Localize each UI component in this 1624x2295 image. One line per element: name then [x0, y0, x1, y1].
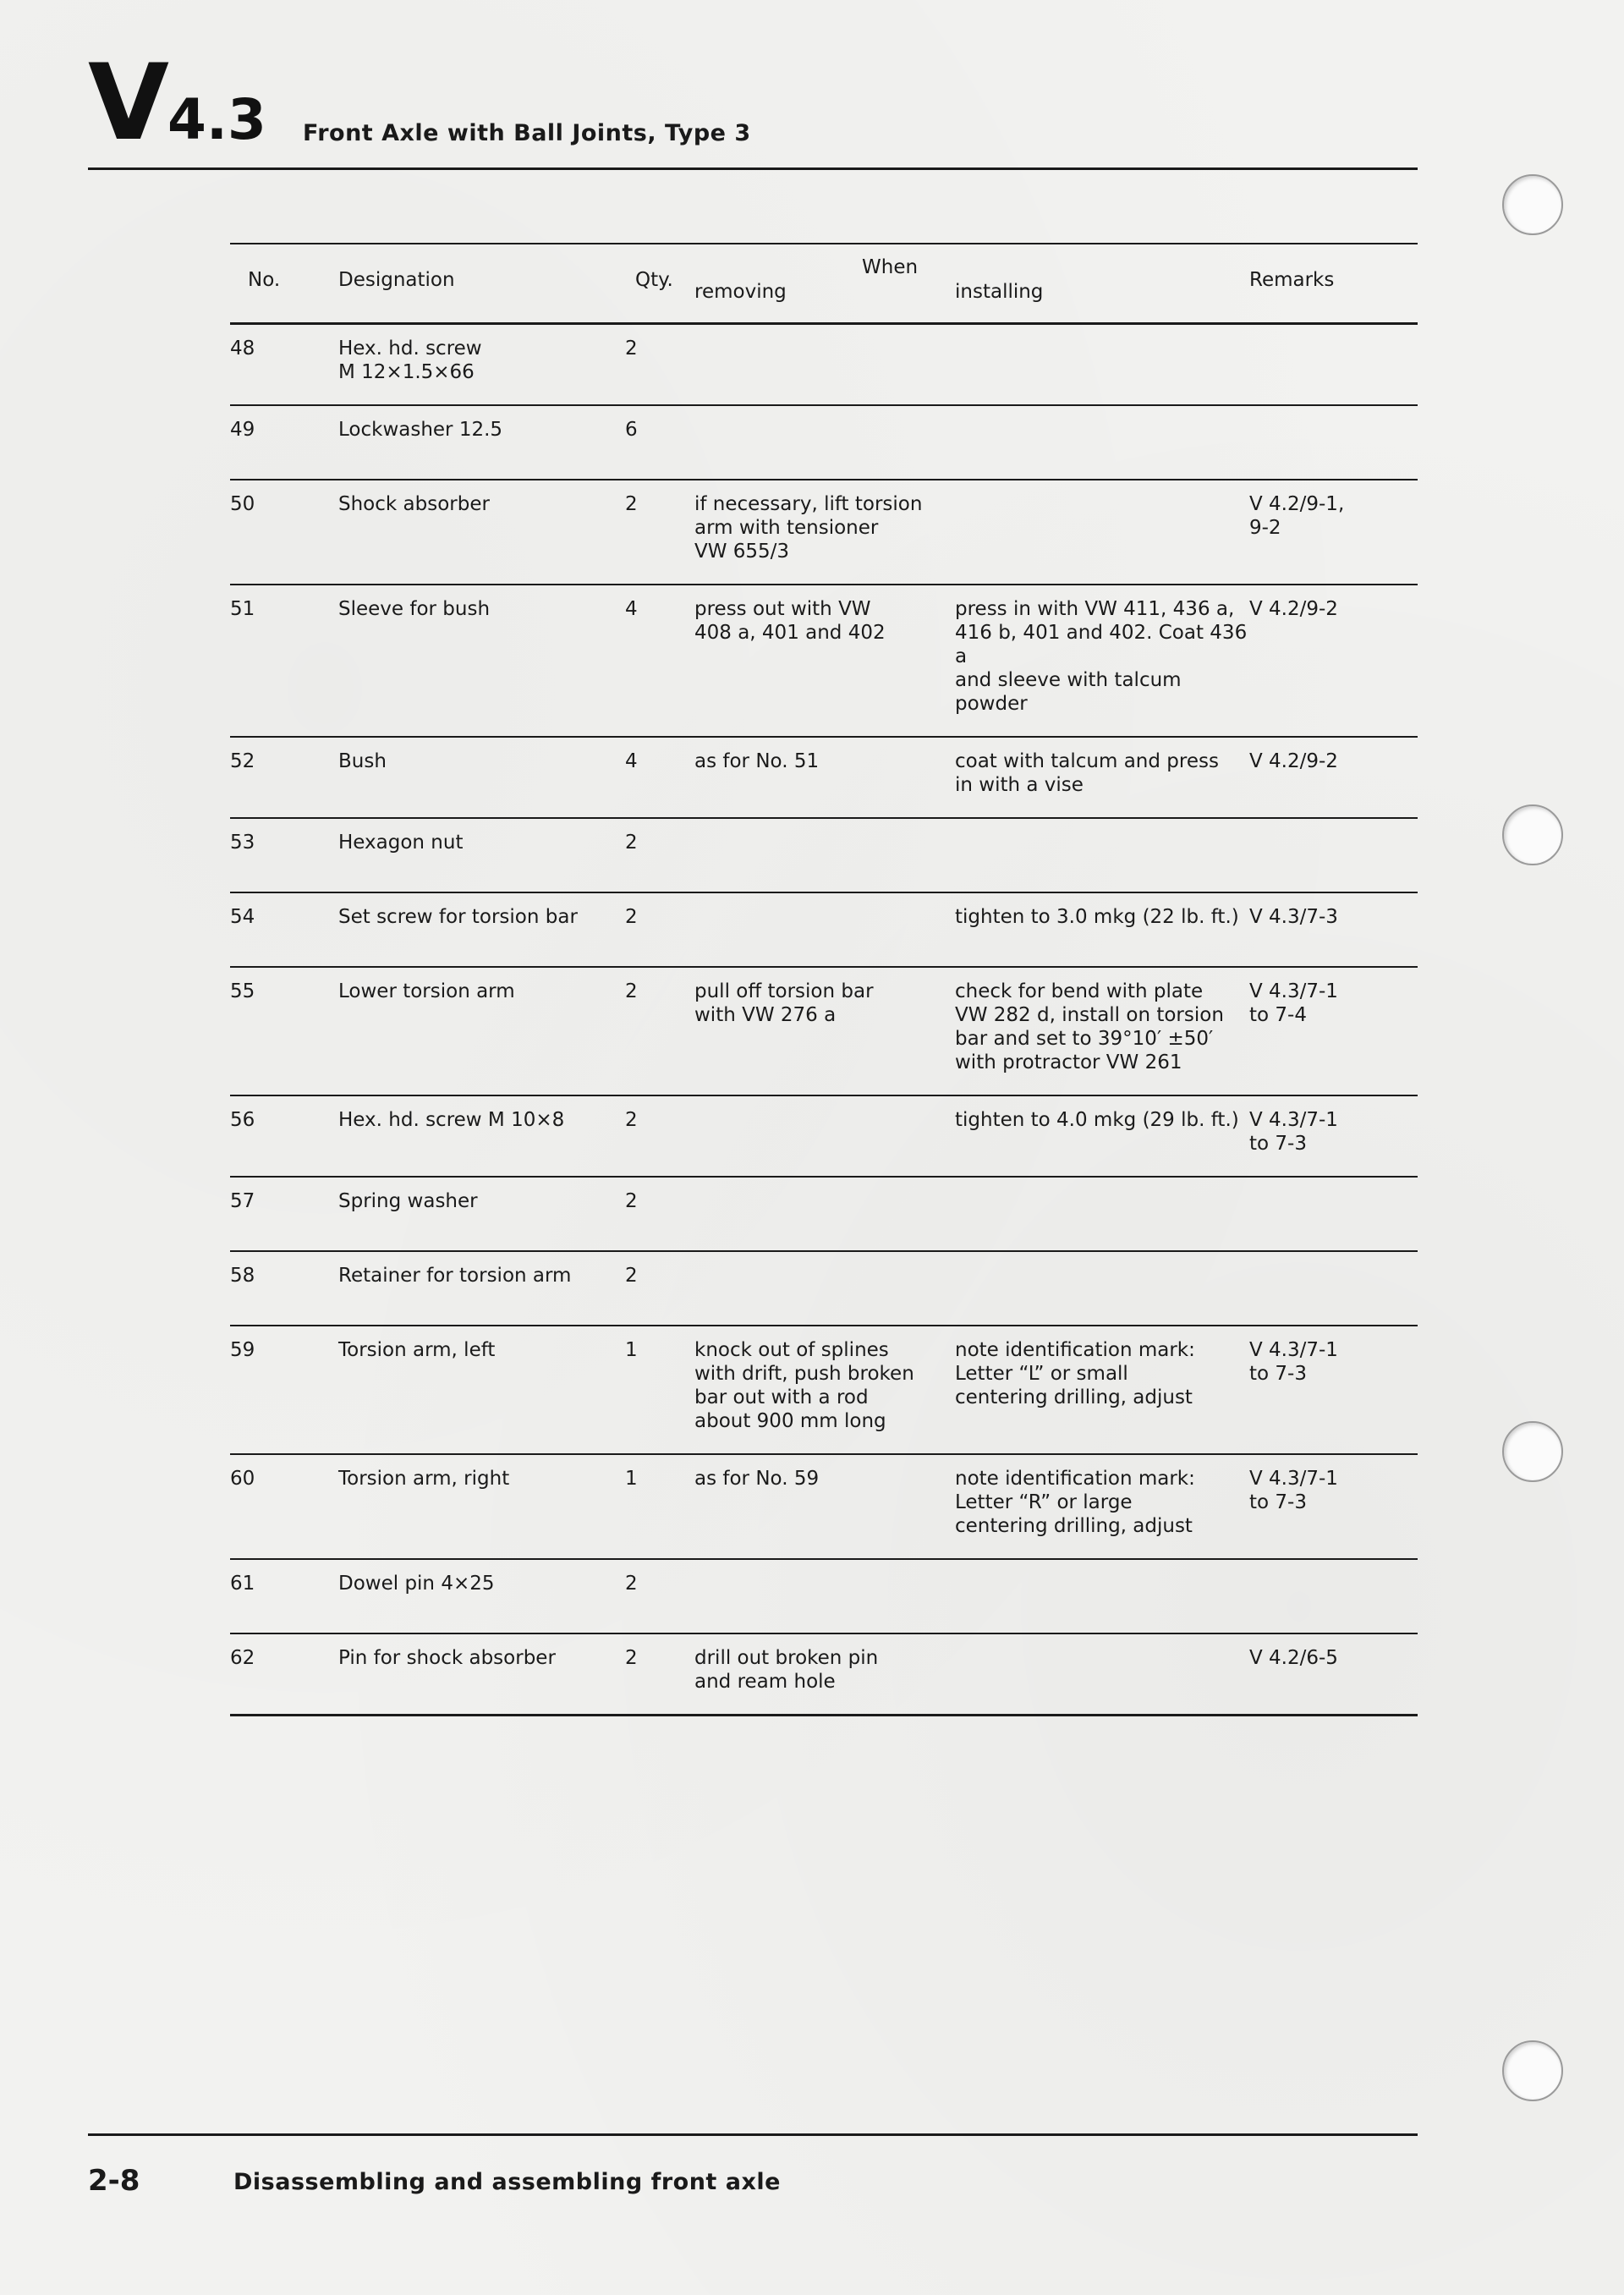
cell-installing: note identification mark: Letter “R” or large centering drilling, adjust: [955, 1468, 1195, 1537]
section-code: [88, 42, 266, 164]
parts-table: [230, 243, 1418, 1716]
cell-removing: as for No. 59: [694, 1468, 820, 1490]
cell-qty: 2: [625, 1265, 638, 1287]
cell-removing: [694, 818, 955, 892]
section-letter: V: [88, 42, 166, 164]
cell-remarks: V 4.2/6-5: [1249, 1647, 1338, 1669]
table-row: [230, 1454, 1418, 1559]
cell-qty: 4: [625, 750, 638, 772]
table-row: [230, 967, 1418, 1095]
cell-remarks: [1249, 818, 1418, 892]
cell-no: 54: [230, 906, 255, 928]
table-row: [230, 1559, 1418, 1633]
cell-installing: [955, 818, 1249, 892]
table-row: [230, 585, 1418, 737]
table-row: [230, 1251, 1418, 1326]
cell-removing: if necessary, lift torsion arm with tensioner VW 655/3: [694, 493, 923, 563]
table-header-row: [230, 244, 1418, 324]
cell-removing: press out with VW 408 a, 401 and 402: [694, 598, 886, 644]
cell-installing: [955, 324, 1249, 406]
cell-designation: Pin for shock absorber: [338, 1647, 556, 1669]
cell-designation: Set screw for torsion bar: [338, 906, 578, 928]
cell-installing: tighten to 4.0 mkg (29 lb. ft.): [955, 1109, 1239, 1131]
col-header-designation: [338, 244, 625, 324]
binder-hole: [1502, 804, 1563, 865]
col-header-qty: [625, 244, 694, 324]
cell-designation: Spring washer: [338, 1190, 478, 1212]
col-header-installing: [955, 244, 1249, 324]
col-header-no: [230, 244, 338, 324]
col-header-removing-label: removing: [694, 281, 787, 303]
cell-removing: [694, 1095, 955, 1177]
cell-remarks: V 4.3/7-1 to 7-3: [1249, 1109, 1338, 1155]
cell-no: 60: [230, 1468, 255, 1490]
table-row: [230, 737, 1418, 818]
cell-remarks: [1249, 324, 1418, 406]
cell-designation: Torsion arm, right: [338, 1468, 510, 1490]
binder-hole: [1502, 1421, 1563, 1482]
cell-no: 50: [230, 493, 255, 515]
table-row: [230, 1095, 1418, 1177]
col-header-removing: [694, 244, 955, 324]
cell-removing: [694, 892, 955, 967]
cell-no: 56: [230, 1109, 255, 1131]
col-header-when-label: When: [862, 256, 919, 278]
cell-qty: 2: [625, 1109, 638, 1131]
cell-remarks: V 4.3/7-1 to 7-3: [1249, 1339, 1338, 1385]
cell-installing: [955, 1559, 1249, 1633]
cell-qty: 6: [625, 419, 638, 441]
cell-no: 59: [230, 1339, 255, 1361]
cell-removing: [694, 1559, 955, 1633]
table-row: [230, 324, 1418, 406]
cell-no: 57: [230, 1190, 255, 1212]
cell-designation: Lockwasher 12.5: [338, 419, 503, 441]
cell-qty: 2: [625, 980, 638, 1002]
col-header-no-label: No.: [248, 269, 281, 291]
cell-no: 53: [230, 832, 255, 854]
cell-qty: 4: [625, 598, 638, 620]
table-row: [230, 892, 1418, 967]
cell-no: 48: [230, 338, 255, 360]
header-divider: [88, 167, 1418, 170]
binder-hole: [1502, 2040, 1563, 2101]
cell-removing: knock out of splines with drift, push broken bar out with a rod about 900 mm long: [694, 1339, 914, 1432]
cell-installing: press in with VW 411, 436 a, 416 b, 401 and 402. Coat 436 a and sleeve with talcum powder: [955, 598, 1248, 715]
cell-designation: Lower torsion arm: [338, 980, 515, 1002]
cell-qty: 2: [625, 338, 638, 360]
footer-page-number: 2-8: [88, 2164, 140, 2198]
cell-removing: [694, 324, 955, 406]
cell-remarks: V 4.3/7-3: [1249, 906, 1338, 928]
cell-no: 52: [230, 750, 255, 772]
cell-qty: 2: [625, 1573, 638, 1595]
cell-designation: Bush: [338, 750, 387, 772]
cell-no: 51: [230, 598, 255, 620]
cell-qty: 2: [625, 906, 638, 928]
cell-installing: [955, 405, 1249, 480]
cell-qty: 2: [625, 493, 638, 515]
cell-removing: drill out broken pin and ream hole: [694, 1647, 879, 1693]
cell-installing: [955, 1633, 1249, 1716]
cell-no: 62: [230, 1647, 255, 1669]
col-header-remarks-label: Remarks: [1249, 269, 1335, 291]
page-title: Front Axle with Ball Joints, Type 3: [303, 120, 751, 146]
cell-qty: 2: [625, 1647, 638, 1669]
cell-no: 55: [230, 980, 255, 1002]
section-number: 4.3: [167, 87, 266, 152]
cell-removing: pull off torsion bar with VW 276 a: [694, 980, 874, 1026]
cell-qty: 1: [625, 1468, 638, 1490]
col-header-installing-label: installing: [955, 281, 1044, 303]
cell-designation: Sleeve for bush: [338, 598, 491, 620]
cell-installing: tighten to 3.0 mkg (22 lb. ft.): [955, 906, 1239, 928]
cell-designation: Hex. hd. screw M 10×8: [338, 1109, 565, 1131]
col-header-qty-label: Qty.: [635, 269, 673, 291]
footer-divider: [88, 2133, 1418, 2136]
cell-qty: 2: [625, 832, 638, 854]
col-header-remarks: [1249, 244, 1418, 324]
table-row: [230, 480, 1418, 585]
cell-remarks: V 4.3/7-1 to 7-4: [1249, 980, 1338, 1026]
cell-remarks: [1249, 1251, 1418, 1326]
cell-no: 58: [230, 1265, 255, 1287]
table-row: [230, 1177, 1418, 1251]
cell-designation: Torsion arm, left: [338, 1339, 496, 1361]
cell-designation: Hexagon nut: [338, 832, 464, 854]
cell-installing: [955, 480, 1249, 585]
table-row: [230, 1326, 1418, 1454]
cell-removing: as for No. 51: [694, 750, 820, 772]
binder-hole: [1502, 174, 1563, 235]
cell-remarks: [1249, 405, 1418, 480]
cell-installing: coat with talcum and press in with a vise: [955, 750, 1219, 796]
cell-qty: 1: [625, 1339, 638, 1361]
cell-installing: check for bend with plate VW 282 d, install on torsion bar and set to 39°10′ ±50′ with protractor VW 261: [955, 980, 1224, 1073]
col-header-designation-label: Designation: [338, 269, 455, 291]
cell-installing: [955, 1177, 1249, 1251]
cell-removing: [694, 1251, 955, 1326]
cell-designation: Retainer for torsion arm: [338, 1265, 572, 1287]
cell-remarks: V 4.2/9-2: [1249, 598, 1338, 620]
cell-remarks: V 4.2/9-2: [1249, 750, 1338, 772]
table-row: [230, 818, 1418, 892]
cell-installing: note identification mark: Letter “L” or small centering drilling, adjust: [955, 1339, 1195, 1408]
footer-title: Disassembling and assembling front axle: [233, 2169, 781, 2195]
cell-removing: [694, 1177, 955, 1251]
cell-qty: 2: [625, 1190, 638, 1212]
cell-designation: Hex. hd. screw M 12×1.5×66: [338, 338, 482, 383]
table-row: [230, 1633, 1418, 1716]
cell-designation: Dowel pin 4×25: [338, 1573, 495, 1595]
cell-designation: Shock absorber: [338, 493, 490, 515]
table-body: [230, 324, 1418, 1716]
cell-remarks: [1249, 1559, 1418, 1633]
cell-remarks: V 4.2/9-1, 9-2: [1249, 493, 1345, 539]
cell-installing: [955, 1251, 1249, 1326]
cell-remarks: V 4.3/7-1 to 7-3: [1249, 1468, 1338, 1513]
cell-remarks: [1249, 1177, 1418, 1251]
cell-removing: [694, 405, 955, 480]
cell-no: 61: [230, 1573, 255, 1595]
cell-no: 49: [230, 419, 255, 441]
table-row: [230, 405, 1418, 480]
